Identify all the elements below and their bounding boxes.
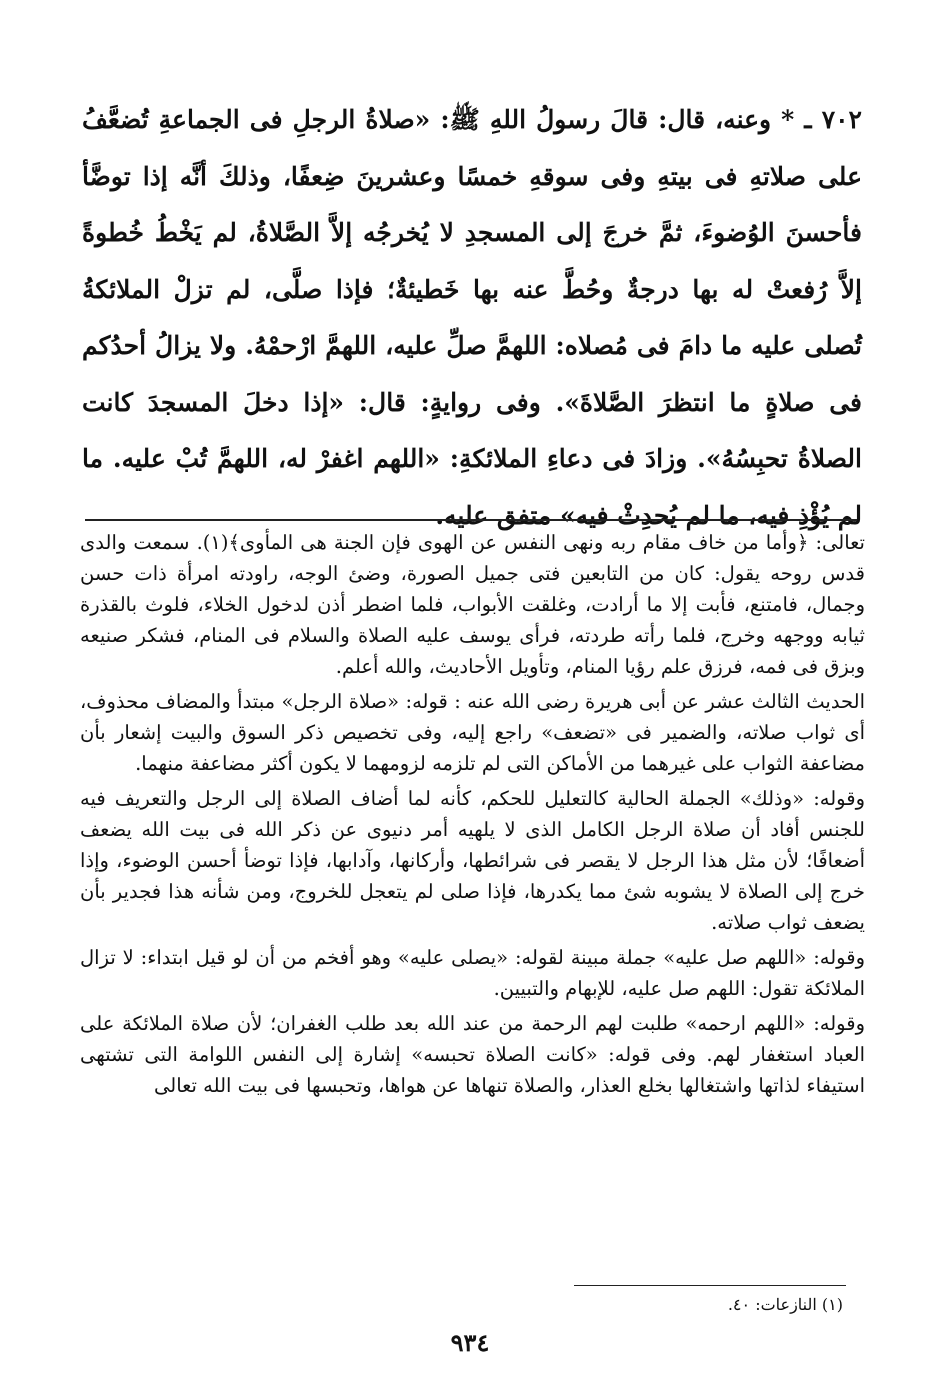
footnote-divider (574, 1285, 846, 1286)
page-number: ٩٣٤ (450, 1328, 490, 1357)
hadith-text-block (82, 92, 862, 544)
section-divider (85, 519, 857, 521)
commentary-paragraph: وقوله: «اللهم ارحمه» طلبت لهم الرحمة من عند الله بعد طلب الغفران؛ لأن صلاة الملائكة على العباد استغفار لهم. وفى قوله: «كانت الصلاة تحبسه» إشارة إلى النفس اللوامة التى تشتهى استيفاء لذاتها واشتغالها بخلع العذار، والصلاة تنهاها عن هواها، وتحبسها فى بيت الله تعالى (80, 1012, 865, 1097)
commentary-paragraph: الحديث الثالث عشر عن أبى هريرة رضى الله عنه : قوله: «صلاة الرجل» مبتدأ والمضاف محذوف، أى ثواب صلاته، والضمير فى «تضعف» راجع إليه، وفى تخصيص ذكر السوق والبيت إشعار بأن مضاعفة الثواب على غيرهما من الأماكن التى لم تلزمه لزومهما لا يكون أكثر مضاعفة منهما. (80, 690, 865, 775)
commentary-paragraph: وقوله: «اللهم صل عليه» جملة مبينة لقوله: «يصلى عليه» وهو أفخم من أن لو قيل ابتداء: لا تزال الملائكة تقول: اللهم صل عليه، للإبهام والتبيين. (80, 946, 865, 1000)
footnote: (١) النازعات: ٤٠. (727, 1295, 843, 1314)
commentary-paragraph: وقوله: «وذلك» الجملة الحالية كالتعليل للحكم، كأنه لما أضاف الصلاة إلى الرجل والتعريف فيه للجنس أفاد أن صلاة الرجل الكامل الذى لا يلهيه أمر دنيوى عن ذكر الله فى بيت الله يضعف أضعافًا؛ لأن مثل هذا الرجل لا يقصر فى شرائطها، وأركانها، وآدابها، فإذا توضأ أحسن الوضوء، وإذا خرج إلى الصلاة لا يشوبه شئ مما يكدرها، فإذا صلى لم يتعجل للخروج، ومن شأنه هذا فجدير بأن يضعف ثواب صلاته. (80, 787, 865, 934)
commentary-block (80, 527, 865, 1105)
hadith-paragraph: ٧٠٢ ـ * وعنه، قال: قالَ رسولُ اللهِ ﷺ: «صلاةُ الرجلِ فى الجماعةِ تُضعَّفُ على صلاتهِ فى بيتهِ وفى سوقهِ خمسًا وعشرينَ ضِعفًا، وذلكَ أنَّه إذا توضَّأ فأحسنَ الوُضوءَ، ثمَّ خرجَ إلى المسجدِ لا يُخرجُه إلاَّ الصَّلاةُ، لم يَخْطُ خُطوةً إلاَّ رُفعتْ له بها درجةٌ وحُطَّ عنه بها خَطيئةٌ؛ فإذا صلَّى، لم تزلْ الملائكةُ تُصلى عليه ما دامَ فى مُصلاه: اللهمَّ صلِّ عليه، اللهمَّ ارْحمْهُ. ولا يزالُ أحدُكم فى صلاةٍ ما انتظرَ الصَّلاةَ». وفى روايةٍ: قال: «إذا دخلَ المسجدَ كانت الصلاةُ تحبِسُهُ». وزادَ فى دعاءِ الملائكةِ: «اللهم اغفرْ له، اللهمَّ تُبْ عليه. ما لم يُؤْذِ فيه، ما لم يُحدِثْ فيه» متفق عليه. (82, 105, 862, 530)
commentary-paragraph: تعالى: ﴿وأما من خاف مقام ربه ونهى النفس عن الهوى فإن الجنة هى المأوى﴾(١). سمعت والدى قدس روحه يقول: كان من التابعين فتى جميل الصورة، وضئ الوجه، راودته امرأة ذات حسن وجمال، فامتنع، فأبت إلا ما أرادت، وغلقت الأبواب، فلما اضطر أذن لدخول الخلاء، فلوث بالقذرة ثيابه ووجهه وخرج، فلما رأته طردته، فرأى يوسف عليه الصلاة والسلام فى المنام، فشكر صنيعه وبزق فى فمه، فرزق علم رؤيا المنام، وتأويل الأحاديث، والله أعلم. (80, 531, 865, 678)
